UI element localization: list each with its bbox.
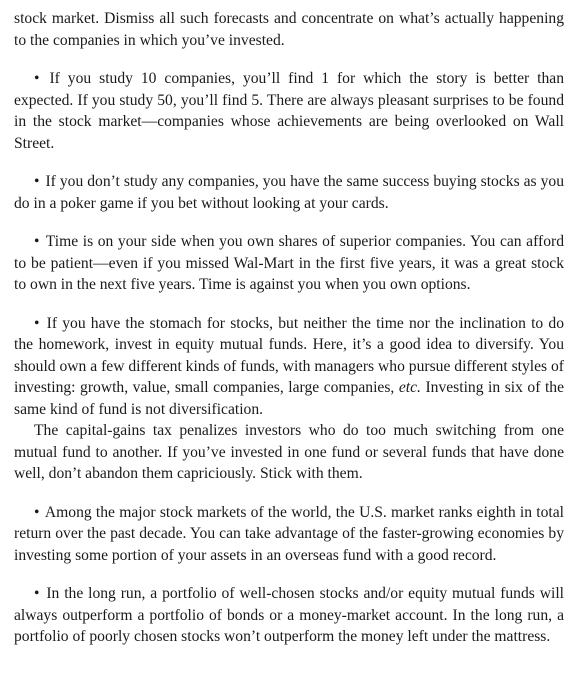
bullet-paragraph [14,171,564,214]
paragraph-text: In the long run, a portfolio of well-chosen stocks and/or equity mutual funds will always outperform a portfolio of bonds or a money-market account. In the long run, a portfolio of poorly chosen stocks won’t outperform the money left under the mattress. [14,585,564,645]
paragraph-text: The capital-gains tax penalizes investors who do too much switching from one mutual fund to another. If you’ve invested in one fund or several funds that have done well, don’t abandon them capriciously. Stick with them. [14,422,564,482]
bullet-icon: • [34,233,40,250]
bullet-icon: • [34,585,40,602]
indented-paragraph [14,420,564,485]
bullet-paragraph [14,231,564,296]
paragraph-text: Investing in six of the same kind of fund is not diversification. [14,379,564,418]
paragraph-text: Time is on your side when you own shares of superior companies. You can afford to be patient—even if you missed Wal-Mart in the first five years, it was a great stock to own in the next five years. Time is against you when you own options. [14,233,564,293]
bullet-paragraph [14,502,564,567]
paragraph-text: If you don’t study any companies, you have the same success buying stocks as you do in a poker game if you bet without looking at your cards. [14,173,564,212]
paragraph-continuation [14,8,564,51]
bullet-icon: • [34,314,40,332]
bullet-paragraph [14,313,564,421]
paragraph-text: Among the major stock markets of the world, the U.S. market ranks eighth in total return over the past decade. You can take advantage of the faster-growing economies by investing some portion of your assets in an overseas fund with a good record. [14,503,564,564]
document-page [14,8,564,648]
bullet-paragraph [14,583,564,648]
bullet-icon: • [34,173,40,190]
emphasis-text: etc. [398,379,421,396]
bullet-paragraph [14,68,564,154]
paragraph-text: stock market. Dismiss all such forecasts and concentrate on what’s actually happening to the companies in which you’ve invested. [14,10,564,49]
paragraph-text: If you have the stomach for stocks, but neither the time nor the inclination to do the homework, invest in equity mutual funds. Here, it’s a good idea to diversify. You should own a few different kinds of funds, with managers who pursue different styles of investing: growth, value, small companies, large companies, [14,314,564,396]
bullet-icon: • [34,503,40,521]
bullet-icon: • [34,70,40,87]
paragraph-text: If you study 10 companies, you’ll find 1 for which the story is better than expected. If you study 50, you’ll find 5. There are always pleasant surprises to be found in the stock market—companies whose achievements are being overlooked on Wall Street. [14,70,565,152]
